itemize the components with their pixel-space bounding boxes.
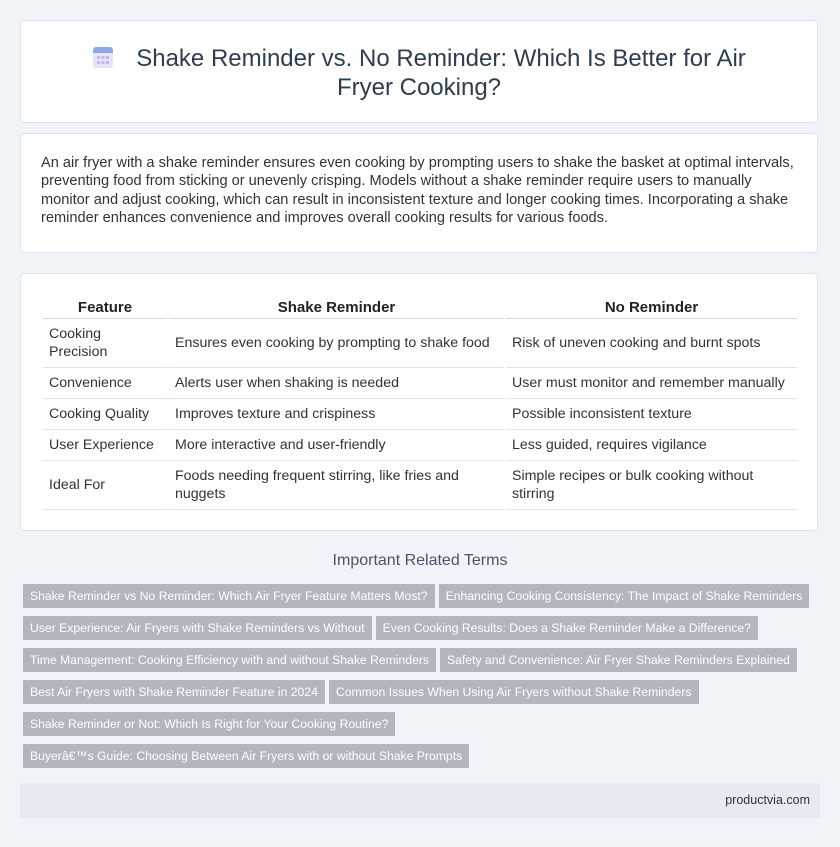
row-no-reminder: Less guided, requires vigilance (506, 430, 797, 461)
page-title-wrap (21, 44, 817, 102)
header-shake-reminder: Shake Reminder (169, 296, 504, 319)
row-shake-reminder: Improves texture and crispiness (169, 399, 504, 430)
row-feature: Convenience (43, 368, 167, 399)
related-term-link[interactable]: Buyerâ€™s Guide: Choosing Between Air Fryers with or without Shake Prompts (23, 744, 469, 768)
related-term-link[interactable]: Shake Reminder vs No Reminder: Which Air Fryer Feature Matters Most? (23, 584, 435, 608)
row-no-reminder: User must monitor and remember manually (506, 368, 797, 399)
footer-site-link[interactable]: productvia.com (725, 793, 810, 807)
related-term-link[interactable]: Best Air Fryers with Shake Reminder Feature in 2024 (23, 680, 325, 704)
title-card (20, 20, 818, 123)
related-terms-list (23, 584, 803, 776)
row-shake-reminder: More interactive and user-friendly (169, 430, 504, 461)
page-title: Shake Reminder vs. No Reminder: Which Is Better for Air Fryer Cooking? (136, 45, 746, 101)
row-feature: Ideal For (43, 461, 167, 510)
related-term-link[interactable]: Even Cooking Results: Does a Shake Reminder Make a Difference? (376, 616, 758, 640)
related-term-link[interactable]: Time Management: Cooking Efficiency with and without Shake Reminders (23, 648, 436, 672)
row-feature: User Experience (43, 430, 167, 461)
table-row (43, 368, 797, 399)
row-feature: Cooking Quality (43, 399, 167, 430)
comparison-table (41, 296, 799, 510)
footer (20, 783, 820, 818)
related-terms-heading: Important Related Terms (332, 552, 508, 569)
row-no-reminder: Possible inconsistent texture (506, 399, 797, 430)
table-row (43, 430, 797, 461)
header-no-reminder: No Reminder (506, 296, 797, 319)
intro-card (20, 133, 818, 253)
comparison-card (20, 273, 818, 531)
row-feature: Cooking Precision (43, 319, 167, 368)
table-row (43, 399, 797, 430)
row-no-reminder: Risk of uneven cooking and burnt spots (506, 319, 797, 368)
document-icon (92, 45, 114, 69)
table-row (43, 319, 797, 368)
related-term-link[interactable]: Safety and Convenience: Air Fryer Shake Reminders Explained (440, 648, 797, 672)
table-row (43, 461, 797, 510)
related-term-link[interactable]: User Experience: Air Fryers with Shake Reminders vs Without (23, 616, 372, 640)
related-term-link[interactable]: Shake Reminder or Not: Which Is Right for Your Cooking Routine? (23, 712, 395, 736)
related-term-link[interactable]: Enhancing Cooking Consistency: The Impact of Shake Reminders (439, 584, 810, 608)
row-shake-reminder: Alerts user when shaking is needed (169, 368, 504, 399)
row-shake-reminder: Foods needing frequent stirring, like fries and nuggets (169, 461, 504, 510)
table-header-row (43, 296, 797, 319)
row-no-reminder: Simple recipes or bulk cooking without stirring (506, 461, 797, 510)
row-shake-reminder: Ensures even cooking by prompting to shake food (169, 319, 504, 368)
intro-paragraph: An air fryer with a shake reminder ensures even cooking by prompting users to shake the basket at optimal intervals, preventing food from sticking or unevenly crisping. Models without a shake reminder require users to manually monitor and adjust cooking, which can result in inconsistent texture and longer cooking times. Incorporating a shake reminder enhances convenience and improves overall cooking results for various foods. (41, 155, 794, 227)
related-term-link[interactable]: Common Issues When Using Air Fryers without Shake Reminders (329, 680, 699, 704)
header-feature: Feature (43, 296, 167, 319)
